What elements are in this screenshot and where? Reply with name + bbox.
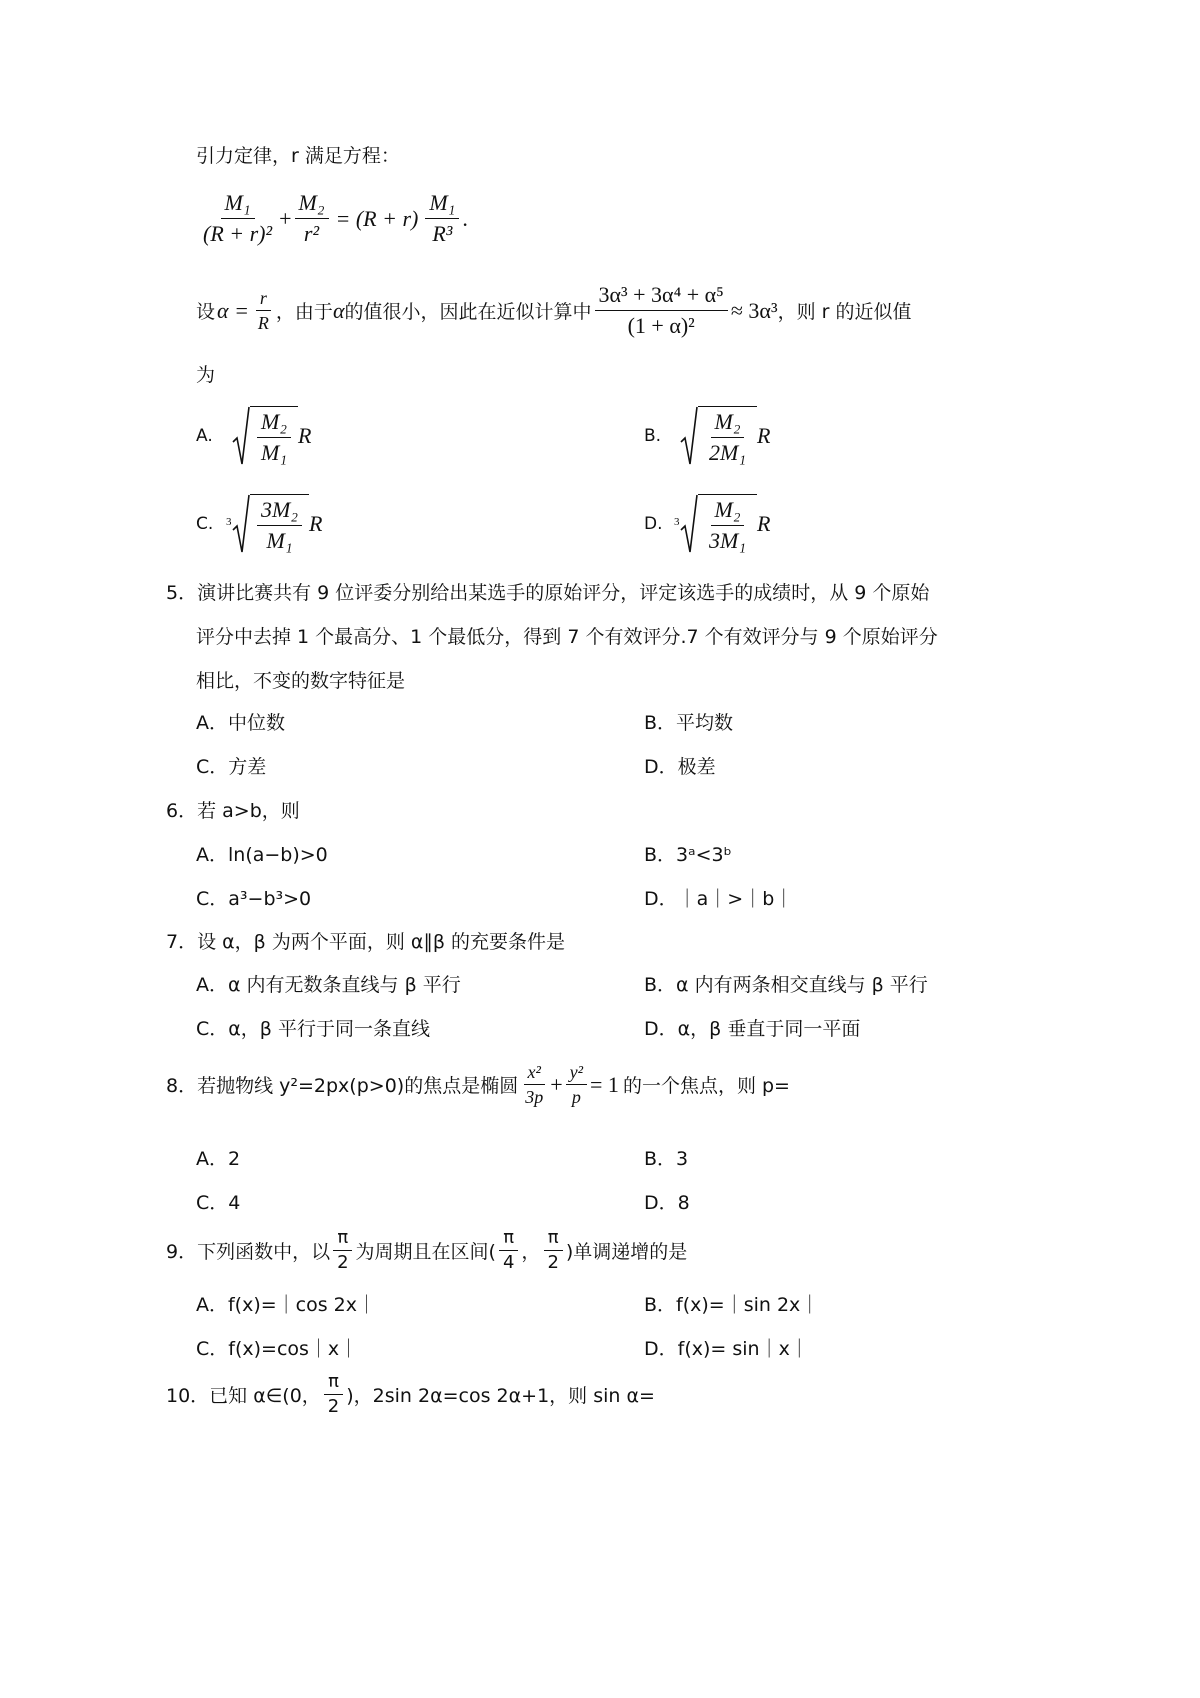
intro-line-3: 为 — [196, 364, 216, 386]
q5-option-a[interactable]: A．中位数 — [196, 712, 285, 734]
q4-c-den: M₁ — [266, 528, 293, 553]
q8-fraction-1 — [521, 1062, 547, 1107]
radical-sign-icon — [680, 406, 698, 466]
q4-c-num: 3M₂ — [257, 497, 302, 526]
line2-text-b: ，由于 — [275, 301, 333, 323]
q10-stem-b: )，2sin 2α=cos 2α+1，则 sin α= — [346, 1385, 655, 1407]
eq-term-3-num: M₁ — [425, 190, 459, 219]
q4-c-tail: R — [308, 511, 323, 536]
q5-option-c[interactable]: C．方差 — [196, 756, 267, 778]
q9-pi-3: π — [544, 1228, 563, 1251]
q4-option-a[interactable] — [196, 406, 311, 466]
q9-four: 4 — [502, 1252, 515, 1273]
q8-f1-num: x² — [524, 1062, 545, 1085]
q4-d-tail: R — [756, 511, 771, 536]
q6-option-d[interactable]: D．｜a｜>｜b｜ — [644, 888, 794, 910]
line2-big-num: 3α³ + 3α⁴ + α⁵ — [595, 282, 728, 311]
q5-line-2: 评分中去掉 1 个最高分、1 个最低分，得到 7 个有效评分.7 个有效评分与 9 个原始评分 — [196, 626, 938, 648]
q8-option-c[interactable]: C．4 — [196, 1192, 241, 1214]
q6-option-b[interactable]: B．3ᵃ<3ᵇ — [644, 844, 732, 866]
q9-stem — [166, 1228, 687, 1273]
q4-a-tail: R — [297, 423, 312, 448]
q8-stem — [166, 1062, 790, 1107]
intro-line-2 — [196, 282, 911, 339]
q9-pi: π — [333, 1228, 352, 1251]
intro-line-1: 引力定律，r 满足方程： — [196, 145, 400, 167]
q4-option-b[interactable] — [644, 406, 770, 466]
q8-option-b[interactable]: B．3 — [644, 1148, 689, 1170]
q5-option-b[interactable]: B．平均数 — [644, 712, 734, 734]
q10-fraction — [324, 1372, 343, 1417]
q10-stem-a: 10．已知 α∈(0， — [166, 1385, 321, 1407]
gravity-equation — [196, 190, 468, 247]
q9-two-2: 2 — [547, 1252, 559, 1273]
q6-option-a[interactable]: A．ln(a−b)>0 — [196, 844, 328, 866]
q9-option-b[interactable]: B．f(x)=｜sin 2x｜ — [644, 1294, 820, 1316]
q10-two: 2 — [327, 1396, 340, 1417]
q6-option-c[interactable]: C．a³−b³>0 — [196, 888, 312, 910]
eq-term-2 — [295, 190, 329, 247]
line2-r-over-R — [254, 288, 273, 333]
eq-term-1 — [199, 190, 276, 247]
line2-approx: ≈ 3α³ — [730, 297, 778, 323]
q4-d-index: 3 — [674, 516, 680, 528]
q4-option-d[interactable] — [644, 494, 770, 554]
q4-a-num: M₂ — [257, 409, 291, 438]
line2-text-a: 设 — [196, 301, 216, 323]
q4-option-c-label: C. — [196, 514, 214, 534]
q4-d-num: M₂ — [711, 497, 745, 526]
q4-c-index: 3 — [226, 516, 232, 528]
q7-stem: 7．设 α，β 为两个平面，则 α∥β 的充要条件是 — [166, 931, 566, 953]
q8-f1-den: 3p — [525, 1087, 544, 1107]
q9-option-d[interactable]: D．f(x)= sin｜x｜ — [644, 1338, 809, 1360]
eq-plus: + — [279, 205, 292, 231]
q8-eq1: = 1 — [590, 1071, 619, 1097]
q4-b-tail: R — [756, 423, 771, 448]
q9-option-c[interactable]: C．f(x)=cos｜x｜ — [196, 1338, 359, 1360]
line2-alpha: α = — [217, 297, 249, 323]
line2-text-d: ，则 r 的近似值 — [777, 301, 912, 323]
q8-f2-den: p — [571, 1087, 581, 1107]
eq-term-2-den: r² — [303, 221, 320, 246]
line2-r: r — [256, 288, 271, 311]
q4-option-a-root — [232, 406, 298, 466]
q5-line-3: 相比，不变的数字特征是 — [196, 670, 406, 692]
eq-equals: = (R + r) — [335, 205, 419, 231]
eq-term-3 — [425, 190, 459, 247]
q9-interval-left — [499, 1228, 518, 1273]
line2-text-c: 的值很小，因此在近似计算中 — [344, 301, 592, 323]
q7-option-c[interactable]: C．α，β 平行于同一条直线 — [196, 1018, 430, 1040]
q4-option-c-root — [226, 494, 309, 554]
q8-plus: + — [550, 1071, 563, 1097]
q8-fraction-2 — [566, 1062, 587, 1107]
q9-comma: ， — [521, 1241, 541, 1263]
q4-option-a-label: A. — [196, 426, 213, 446]
eq-term-3-den: R³ — [432, 221, 453, 246]
line2-big-fraction — [595, 282, 728, 339]
q9-stem-a: 9．下列函数中，以 — [166, 1241, 331, 1263]
q5-option-d[interactable]: D．极差 — [644, 756, 716, 778]
q5-line-1: 5．演讲比赛共有 9 位评委分别给出某选手的原始评分，评定该选手的成绩时，从 9 个原始 — [166, 582, 930, 604]
q4-option-d-root — [674, 494, 757, 554]
q8-stem-b: 的一个焦点，则 p= — [622, 1075, 790, 1097]
eq-term-2-num: M₂ — [295, 190, 329, 219]
q8-f2-num: y² — [566, 1062, 587, 1085]
q4-option-d-label: D. — [644, 514, 663, 534]
q10-stem — [166, 1372, 655, 1417]
radical-sign-icon — [232, 406, 250, 466]
q6-stem: 6．若 a>b，则 — [166, 800, 300, 822]
line2-big-den: (1 + α)² — [627, 313, 695, 338]
q9-period-fraction — [333, 1228, 352, 1273]
q4-d-den: 3M₁ — [709, 528, 746, 553]
q7-option-b[interactable]: B．α 内有两条相交直线与 β 平行 — [644, 974, 928, 996]
q9-pi-2: π — [499, 1228, 518, 1251]
q4-b-num: M₂ — [711, 409, 745, 438]
eq-period: . — [462, 205, 468, 231]
q8-option-d[interactable]: D．8 — [644, 1192, 690, 1214]
q7-option-a[interactable]: A．α 内有无数条直线与 β 平行 — [196, 974, 461, 996]
q9-stem-b: 为周期且在区间( — [355, 1241, 496, 1263]
q10-pi: π — [324, 1372, 343, 1395]
q9-option-a[interactable]: A．f(x)=｜cos 2x｜ — [196, 1294, 377, 1316]
q8-option-a[interactable]: A．2 — [196, 1148, 241, 1170]
q4-option-c[interactable] — [196, 494, 322, 554]
q8-stem-a: 8．若抛物线 y²=2px(p>0)的焦点是椭圆 — [166, 1075, 519, 1097]
eq-term-1-num: M₁ — [221, 190, 255, 219]
eq-term-1-den: (R + r)² — [203, 221, 273, 246]
q9-two: 2 — [337, 1252, 349, 1273]
q4-option-b-root — [680, 406, 757, 466]
q4-a-den: M₁ — [261, 440, 287, 465]
q9-interval-right — [543, 1228, 562, 1273]
radical-sign-icon — [232, 494, 250, 554]
q9-stem-c: )单调递增的是 — [565, 1241, 688, 1263]
q7-option-d[interactable]: D．α，β 垂直于同一平面 — [644, 1018, 861, 1040]
q4-b-den: 2M₁ — [709, 440, 746, 465]
line2-R: R — [257, 313, 269, 333]
radical-sign-icon — [680, 494, 698, 554]
q4-option-b-label: B. — [644, 426, 662, 446]
line2-alpha-2: α — [332, 297, 345, 323]
